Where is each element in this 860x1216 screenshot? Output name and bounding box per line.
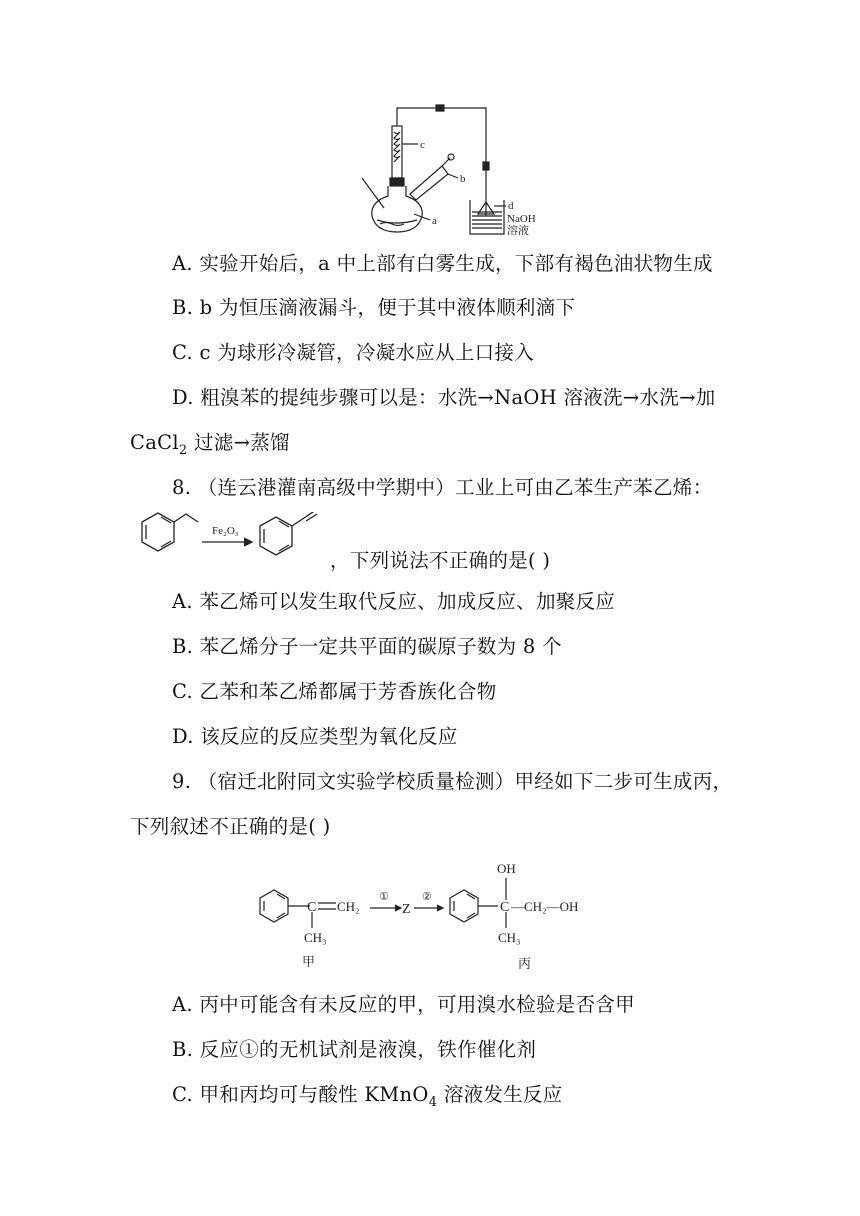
- q9-stem-line2: 下列叙述不正确的是( ): [130, 815, 331, 838]
- label-d: d: [508, 200, 514, 212]
- label-a: a: [432, 215, 437, 227]
- scheme-ch2: CH₂: [337, 899, 360, 914]
- ethylbenzene-to-styrene-scheme: [128, 512, 328, 566]
- scheme-oh-top: OH: [497, 861, 516, 876]
- scheme-chain: —CH₂—OH: [511, 899, 579, 914]
- q7-option-b: B. b 为恒压滴液漏斗，便于其中液体顺利滴下: [172, 296, 576, 319]
- q8-option-c: C. 乙苯和苯乙烯都属于芳香族化合物: [172, 680, 497, 703]
- q8-stem-line2: ，下列说法不正确的是( ): [330, 549, 551, 572]
- beaker-label-solution: 溶液: [507, 225, 529, 237]
- svg-text:C: C: [500, 900, 510, 915]
- q8-option-b: B. 苯乙烯分子一定共平面的碳原子数为 8 个: [172, 635, 562, 658]
- scheme-step2: ②: [422, 891, 432, 903]
- beaker-label-naoh: NaOH: [507, 213, 536, 225]
- q7-option-a: A. 实验开始后，a 中上部有白雾生成，下部有褐色油状物生成: [172, 252, 713, 275]
- scheme-z: Z: [402, 902, 411, 917]
- q8-stem-line1: 8. （连云港灌南高级中学期中）工业上可由乙苯生产苯乙烯：: [172, 476, 713, 499]
- q9-option-c: C. 甲和丙均可与酸性 KMnO$_4$ 溶液发生反应: [172, 1083, 563, 1110]
- label-jia: 甲: [302, 954, 316, 969]
- scheme-step1: ①: [379, 891, 389, 903]
- label-bing: 丙: [518, 956, 532, 971]
- q9-option-a: A. 丙中可能含有未反应的甲，可用溴水检验是否含甲: [172, 993, 635, 1016]
- q8-option-a: A. 苯乙烯可以发生取代反应、加成反应、加聚反应: [172, 590, 616, 613]
- q8-option-d: D. 该反应的反应类型为氧化反应: [172, 725, 458, 748]
- scheme-ch3-right: CH₃: [498, 930, 521, 945]
- label-b: b: [460, 173, 466, 185]
- label-c: c: [420, 139, 425, 151]
- svg-text:C: C: [307, 900, 317, 915]
- scheme-ch3-left: CH₃: [304, 930, 327, 945]
- apparatus-figure: [350, 96, 550, 238]
- q7-option-d-line1: D. 粗溴苯的提纯步骤可以是：水洗→NaOH 溶液洗→水洗→加: [172, 386, 716, 409]
- q7-option-c: C. c 为球形冷凝管，冷凝水应从上口接入: [172, 341, 535, 364]
- q9-stem-line1: 9. （宿迁北附同文实验学校质量检测）甲经如下二步可生成丙，: [172, 770, 733, 793]
- reaction-scheme-jia-to-bing: [250, 856, 610, 974]
- q7-option-d-line2: CaCl$_2$ 过滤→蒸馏: [130, 431, 290, 458]
- reagent-fe2o3: Fe₂O₃: [212, 525, 239, 537]
- q9-option-b: B. 反应①的无机试剂是液溴，铁作催化剂: [172, 1038, 537, 1061]
